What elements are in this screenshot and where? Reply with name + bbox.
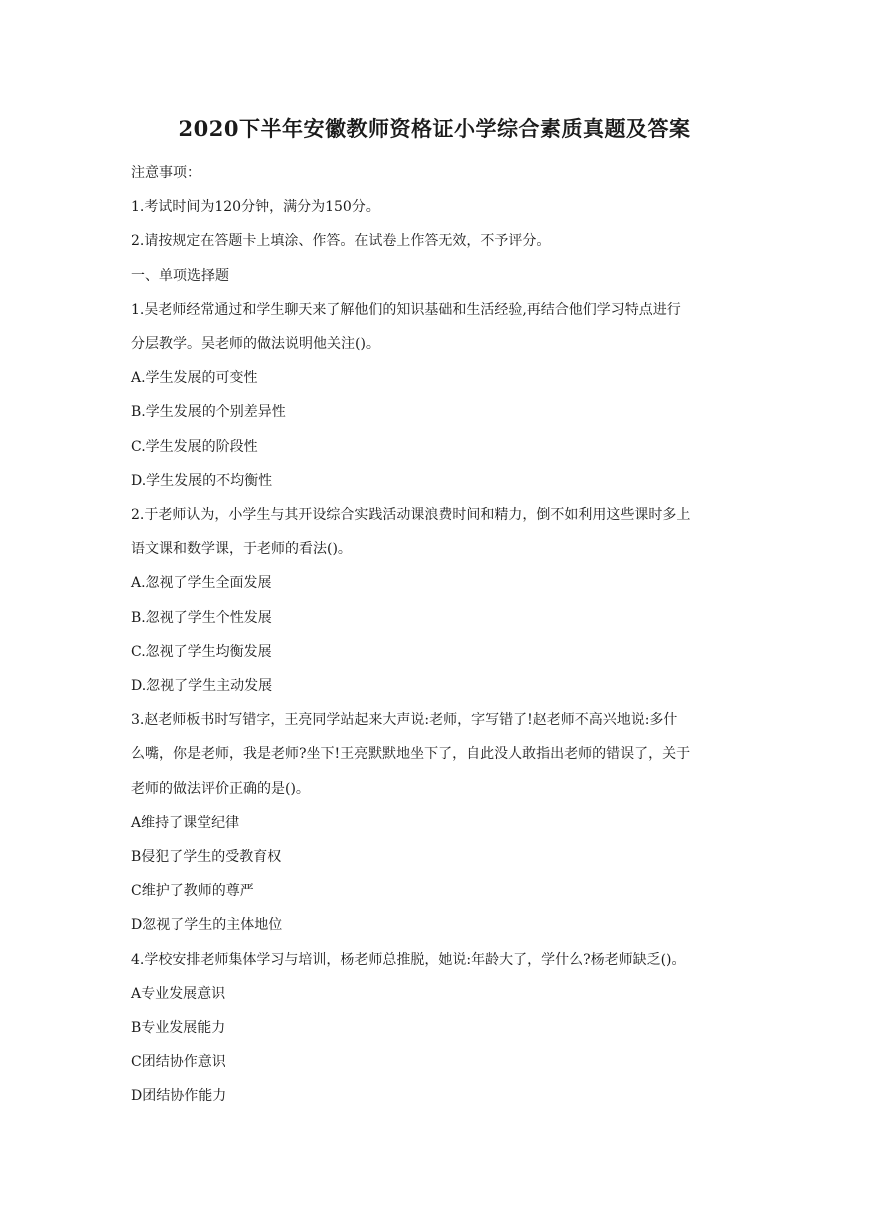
notice-item: 2.请按规定在答题卡上填涂、作答。在试卷上作答无效，不予评分。 — [131, 233, 551, 250]
answer-option: B.学生发展的个别差异性 — [131, 404, 286, 421]
answer-option: C.学生发展的阶段性 — [131, 438, 258, 455]
answer-option: B专业发展能力 — [131, 1020, 226, 1037]
question-stem-line: 3.赵老师板书时写错字，王亮同学站起来大声说:老师，字写错了!赵老师不高兴地说:多什 — [131, 712, 678, 729]
answer-option: B侵犯了学生的受教育权 — [131, 849, 282, 866]
notice-item: 1.考试时间为120分钟，满分为150分。 — [131, 199, 380, 216]
answer-option: A专业发展意识 — [131, 985, 226, 1002]
answer-option: C维护了教师的尊严 — [131, 883, 254, 900]
question-stem-line: 1.吴老师经常通过和学生聊天来了解他们的知识基础和生活经验,再结合他们学习特点进行 — [131, 301, 681, 318]
answer-option: A.忽视了学生全面发展 — [131, 575, 272, 592]
question-stem-line: 2.于老师认为，小学生与其开设综合实践活动课浪费时间和精力，倒不如利用这些课时多上 — [131, 507, 691, 524]
answer-option: D忽视了学生的主体地位 — [131, 917, 283, 934]
section-heading: 一、单项选择题 — [131, 267, 229, 284]
answer-option: C团结协作意识 — [131, 1054, 226, 1071]
question-stem-line: 分层教学。吴老师的做法说明他关注()。 — [131, 336, 380, 353]
question-stem-line: 老师的做法评价正确的是()。 — [131, 780, 310, 797]
answer-option: D团结协作能力 — [131, 1088, 227, 1105]
question-stem-line: 4.学校安排老师集体学习与培训，杨老师总推脱，她说:年龄大了，学什么?杨老师缺乏()。 — [131, 951, 686, 968]
notice-heading: 注意事项： — [131, 165, 201, 181]
page-title: 2020下半年安徽教师资格证小学综合素质真题及答案 — [178, 116, 691, 141]
answer-option: D.忽视了学生主动发展 — [131, 678, 273, 695]
answer-option: A.学生发展的可变性 — [131, 370, 258, 387]
answer-option: A维持了课堂纪律 — [131, 814, 240, 831]
question-stem-line: 么嘴，你是老师，我是老师?坐下!王亮默默地坐下了，自此没人敢指出老师的错误了，关于 — [131, 746, 691, 763]
answer-option: B.忽视了学生个性发展 — [131, 609, 272, 626]
answer-option: D.学生发展的不均衡性 — [131, 472, 273, 489]
answer-option: C.忽视了学生均衡发展 — [131, 643, 272, 660]
document-body — [131, 156, 743, 1114]
question-stem-line: 语文课和数学课，于老师的看法()。 — [131, 541, 352, 558]
